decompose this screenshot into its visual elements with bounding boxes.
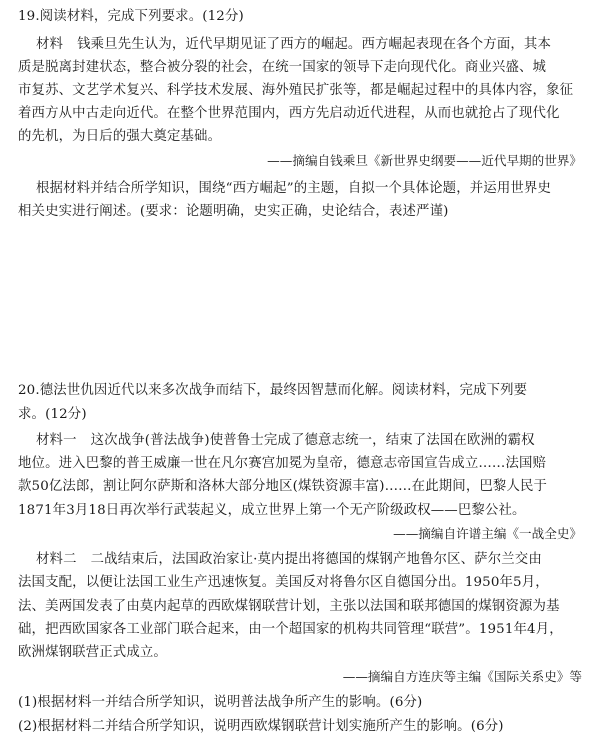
q20-material1-label: 材料一: [36, 433, 77, 448]
q20-material1-line-1: [36, 432, 535, 450]
q19-source: ——摘编自钱乘旦《新世界史纲要——近代早期的世界》: [267, 153, 582, 168]
q19-header: 19.阅读材料，完成下列要求。(12分): [18, 9, 244, 24]
q20-material2-text-1: 二战结束后，法国政治家让·莫内提出将德国的煤钢产地鲁尔区、萨尔兰交由: [90, 552, 542, 567]
q19-task-line-1: 根据材料并结合所学知识，围绕“西方崛起”的主题，自拟一个具体论题，并运用世界史: [36, 181, 551, 196]
q20-header-line-1: 20.德法世仇因近代以来多次战争而结下，最终因智慧而化解。阅读材料，完成下列要: [18, 383, 528, 398]
q20-material2-line-3: 法、美两国发表了由莫内起草的西欧煤钢联营计划，主张以法国和联邦德国的煤钢资源为基: [18, 599, 560, 614]
q19-material-line-4: 着西方从中古走向近代。在整个世界范围内，西方先启动近代进程，从而也就抢占了现代化: [18, 106, 560, 121]
q19-material-line-3: 市复苏、文艺学术复兴、科学技术发展、海外殖民扩张等，都是崛起过程中的具体内容，象征: [18, 83, 574, 98]
q19-material-line-2: 质是脱离封建状态，整合被分裂的社会，在统一国家的领导下走向现代化。商业兴盛、城: [18, 60, 547, 75]
q20-material2-line-5: 欧洲煤钢联营正式成立。: [18, 645, 167, 660]
q20-material1-line-4: 1871年3月18日再次举行武装起义，成立世界上第一个无产阶级政权——巴黎公社。: [18, 503, 526, 518]
q19-material-line-5: 的先机，为日后的强大奠定基础。: [18, 129, 222, 144]
q20-material1-text-1: 这次战争(普法战争)使普鲁士完成了德意志统一，结束了法国在欧洲的霸权: [90, 433, 535, 448]
q20-source2: ——摘编自方连庆等主编《国际关系史》等: [342, 669, 582, 684]
q20-material2-line-1: [36, 551, 542, 569]
q20-material2-line-4: 础，把西欧国家各工业部门联合起来，由一个超国家的机构共同管理“联营”。1951年4月，: [18, 622, 563, 637]
q19-material-line-1: [36, 36, 551, 54]
q20-question-1: (1)根据材料一并结合所学知识，说明普法战争所产生的影响。(6分): [18, 695, 423, 710]
q20-material2-line-2: 法国支配，以便让法国工业生产迅速恢复。美国反对将鲁尔区自德国分出。1950年5月，: [18, 575, 549, 590]
q19-task-line-2: 相关史实进行阐述。(要求：论题明确，史实正确，史论结合，表述严谨): [18, 204, 449, 219]
q20-header-line-2: 求。(12分): [18, 407, 87, 422]
q20-material1-line-3: 款50亿法郎，割让阿尔萨斯和洛林大部分地区(煤铁资源丰富)……在此期间，巴黎人民于: [18, 479, 548, 494]
q20-material1-line-2: 地位。进入巴黎的普王威廉一世在凡尔赛宫加冕为皇帝，德意志帝国宣告成立……法国赔: [18, 456, 547, 471]
q20-question-2: (2)根据材料二并结合所学知识，说明西欧煤钢联营计划实施所产生的影响。(6分): [18, 719, 504, 734]
q19-material-label: 材料: [36, 37, 64, 52]
q20-material2-label: 材料二: [36, 552, 77, 567]
q20-source1: ——摘编自许谱主编《一战全史》: [393, 526, 582, 541]
q19-material-text-1: 钱乘旦先生认为，近代早期见证了西方的崛起。西方崛起表现在各个方面，其本: [77, 37, 552, 52]
